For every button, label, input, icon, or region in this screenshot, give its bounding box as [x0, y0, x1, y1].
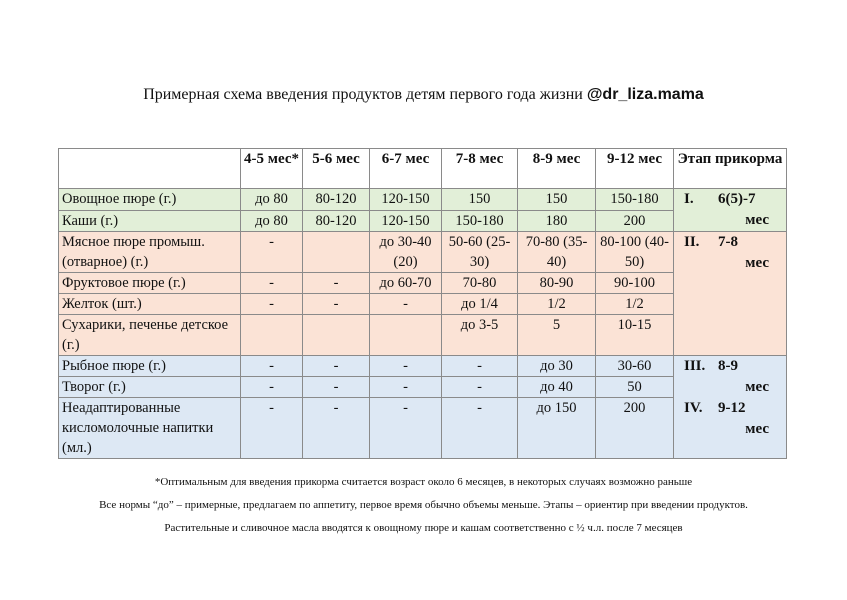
table-cell: до 40 [518, 377, 596, 398]
stage-2 [674, 232, 787, 356]
table-cell: 150-180 [442, 210, 518, 232]
table-cell: до 30-40 (20) [370, 232, 442, 273]
header-stage: Этап прикорма [674, 149, 787, 189]
table-cell: - [442, 398, 518, 459]
table-cell: 200 [596, 398, 674, 459]
table-cell: 1/2 [596, 294, 674, 315]
stage-2-unit: мес [745, 255, 769, 271]
header-9-12: 9-12 мес [596, 149, 674, 189]
stage-4-num: IV. [684, 400, 703, 416]
header-8-9: 8-9 мес [518, 149, 596, 189]
row-label: Овощное пюре (г.) [59, 189, 241, 211]
row-label: Каши (г.) [59, 210, 241, 232]
table-cell: 50 [596, 377, 674, 398]
table-cell: до 150 [518, 398, 596, 459]
row-label: Рыбное пюре (г.) [59, 356, 241, 377]
table-cell: - [303, 273, 370, 294]
stage-1-unit: мес [745, 212, 769, 228]
table-cell: 120-150 [370, 189, 442, 211]
table-cell: 150-180 [596, 189, 674, 211]
table-cell: 150 [442, 189, 518, 211]
table-cell: - [303, 398, 370, 459]
table-cell: - [303, 356, 370, 377]
table-cell: 80-100 (40-50) [596, 232, 674, 273]
table-cell [370, 315, 442, 356]
stage-3-unit: мес [745, 379, 769, 395]
table-cell: - [303, 377, 370, 398]
stage-1 [674, 189, 787, 232]
feeding-schedule-table [58, 148, 787, 459]
table-row [59, 356, 787, 377]
table-cell: - [241, 377, 303, 398]
table-cell [241, 315, 303, 356]
table-cell: 1/2 [518, 294, 596, 315]
table-cell: до 1/4 [442, 294, 518, 315]
stage-3-num: III. [684, 358, 706, 374]
table-cell: - [442, 356, 518, 377]
table-cell: 70-80 (35-40) [518, 232, 596, 273]
table-cell: до 60-70 [370, 273, 442, 294]
table-cell: - [370, 294, 442, 315]
table-cell: 180 [518, 210, 596, 232]
header-4-5: 4-5 мес* [241, 149, 303, 189]
table-cell: - [370, 377, 442, 398]
header-corner [59, 149, 241, 189]
page-title [0, 86, 847, 104]
table-cell: 5 [518, 315, 596, 356]
footnote-oils: Растительные и сливочное масла вводятся к овощному пюре и кашам соответственно с ½ ч.л. после 7 месяцев [164, 522, 683, 534]
stage-1-num: I. [684, 191, 694, 207]
table-cell: 50-60 (25-30) [442, 232, 518, 273]
table-cell: 80-90 [518, 273, 596, 294]
header-6-7: 6-7 мес [370, 149, 442, 189]
footnote-optimal-age: *Оптимальным для введения прикорма считается возраст около 6 месяцев, в некоторых случаях возможно раньше [154, 476, 693, 488]
table-cell: до 3-5 [442, 315, 518, 356]
table-cell: - [370, 398, 442, 459]
table-cell: 70-80 [442, 273, 518, 294]
row-label: Сухарики, печенье детское (г.) [59, 315, 241, 356]
table-cell: 80-120 [303, 210, 370, 232]
table-cell: 10-15 [596, 315, 674, 356]
table-row [59, 232, 787, 273]
stage-2-num: II. [684, 234, 700, 250]
table-cell: - [241, 294, 303, 315]
table-cell: - [241, 232, 303, 273]
table-cell [303, 232, 370, 273]
header-7-8: 7-8 мес [442, 149, 518, 189]
table-cell: - [370, 356, 442, 377]
table-cell: 200 [596, 210, 674, 232]
table-cell: 80-120 [303, 189, 370, 211]
table-cell [303, 315, 370, 356]
table-row [59, 189, 787, 211]
title-handle: @dr_liza.mama [586, 86, 704, 103]
row-label: Творог (г.) [59, 377, 241, 398]
row-label: Мясное пюре промыш. (отварное) (г.) [59, 232, 241, 273]
header-row [59, 149, 787, 189]
title-text: Примерная схема введения продуктов детям первого года жизни [143, 86, 583, 103]
table-cell: - [241, 356, 303, 377]
table-cell: до 80 [241, 210, 303, 232]
table-cell: - [303, 294, 370, 315]
header-5-6: 5-6 мес [303, 149, 370, 189]
table-cell: 30-60 [596, 356, 674, 377]
table-cell: 120-150 [370, 210, 442, 232]
stage-4-unit: мес [745, 421, 769, 437]
stage-3-range: 8-9 [718, 358, 738, 374]
table-cell: - [241, 398, 303, 459]
table-cell: 90-100 [596, 273, 674, 294]
row-label: Неадаптированные кисломолочные напитки (мл.) [59, 398, 241, 459]
table-cell: до 80 [241, 189, 303, 211]
table-cell: - [442, 377, 518, 398]
footnote-norms: Все нормы “до” – примерные, предлагаем по аппетиту, первое время обычно объемы меньше. Этапы – ориентир при введении продуктов. [99, 499, 748, 511]
stage-2-range: 7-8 [718, 234, 738, 250]
table-cell: до 30 [518, 356, 596, 377]
stage-3-4 [674, 356, 787, 459]
row-label: Фруктовое пюре (г.) [59, 273, 241, 294]
stage-1-range: 6(5)-7 [718, 191, 756, 207]
table-cell: 150 [518, 189, 596, 211]
row-label: Желток (шт.) [59, 294, 241, 315]
stage-4-range: 9-12 [718, 400, 746, 416]
table-cell: - [241, 273, 303, 294]
